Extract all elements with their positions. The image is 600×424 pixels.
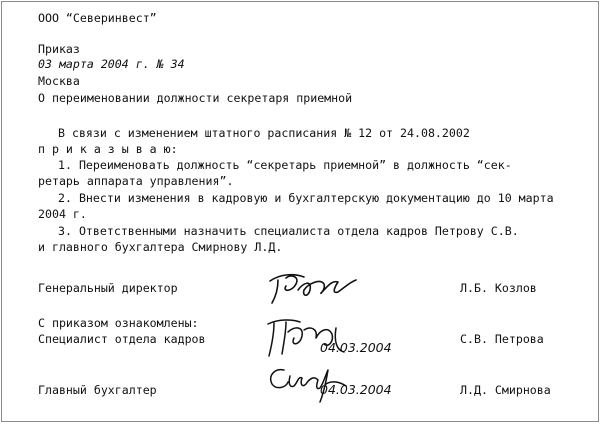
chief-accountant-title: Главный бухгалтер [38, 383, 157, 397]
item-1-line-2: ретарь аппарата управления”. [38, 174, 234, 188]
hr-specialist-sign-date: 04.03.2004 [320, 340, 392, 355]
director-signature [264, 268, 360, 308]
chief-accountant-signature [264, 362, 414, 408]
body-lead: В связи с изменением штатного расписания № 12 от 24.08.2002 [58, 126, 470, 140]
hr-specialist-title: Специалист отдела кадров [38, 332, 206, 346]
document-subject: О переименовании должности секретаря приемной [38, 91, 353, 105]
organization-name: ООО “Северинвест” [38, 11, 157, 25]
document-city: Москва [38, 74, 80, 88]
item-2-line-2: 2004 г. [38, 207, 87, 221]
item-3-line-1: 3. Ответственными назначить специалиста отдела кадров Петрову С.В. [58, 224, 519, 238]
item-2-line-1: 2. Внести изменения в кадровую и бухгалтерскую документацию до 10 марта [58, 191, 554, 205]
order-word: п р и к а з ы в а ю: [38, 142, 178, 156]
hr-specialist-signature [264, 316, 414, 362]
hr-specialist-name: С.В. Петрова [460, 332, 544, 346]
document-date-number: 03 марта 2004 г. № 34 [38, 57, 185, 71]
director-name: Л.Б. Козлов [460, 281, 537, 295]
chief-accountant-sign-date: 04.03.2004 [320, 382, 392, 397]
chief-accountant-name: Л.Д. Смирнова [460, 383, 551, 397]
director-title: Генеральный директор [38, 281, 178, 295]
acquainted-label: С приказом ознакомлены: [38, 316, 199, 330]
order-document [1, 1, 599, 422]
document-type: Приказ [38, 42, 80, 56]
item-1-line-1: 1. Переименовать должность “секретарь приемной” в должность “сек- [58, 158, 512, 172]
item-3-line-2: и главного бухгалтера Смирнову Л.Д. [38, 240, 283, 254]
